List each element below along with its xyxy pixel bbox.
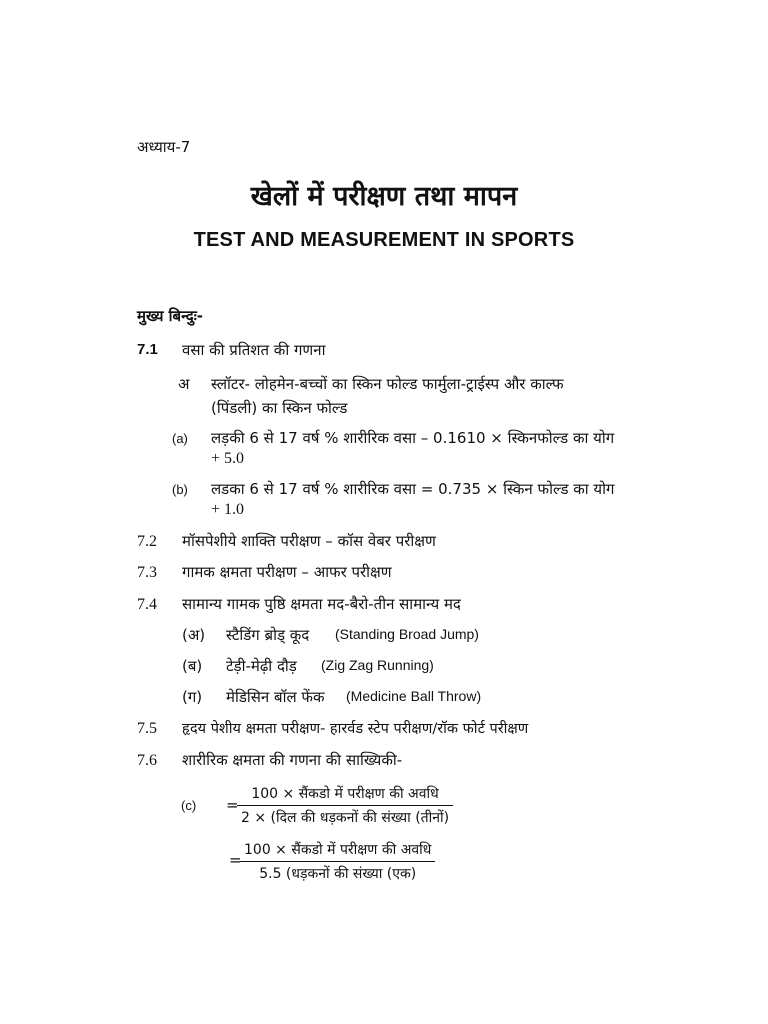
section-7-3-text: गामक क्षमता परीक्षण – आफर परीक्षण: [182, 563, 392, 581]
section-7-1-item-a-label: (a): [172, 431, 188, 446]
formula-2-equals: =: [229, 851, 242, 869]
section-7-5-number: 7.5: [137, 720, 157, 737]
list-item-english: (Medicine Ball Throw): [346, 688, 482, 704]
section-7-5-text: हृदय पेशीय क्षमता परीक्षण- हारर्वड स्टेप परीक्षण/रॉक फोर्ट परीक्षण: [182, 721, 529, 737]
formula-1-denominator: 2 × (दिल की धड़कनों की संख्या (तीनों): [241, 810, 450, 826]
section-7-1-item-a-line2: + 5.0: [211, 450, 245, 467]
section-7-2-text: मॉसपेशीये शाक्ति परीक्षण – कॉस वेबर परीक्षण: [182, 532, 436, 550]
section-7-1-item-b-label: (b): [172, 482, 188, 497]
formula-c-label: (c): [181, 798, 197, 813]
list-item-english: (Standing Broad Jump): [335, 626, 479, 642]
section-7-1-item-a-line1: लड़की 6 से 17 वर्ष % शारीरिक वसा – 0.1610 × स्किनफोल्ड का योग: [211, 429, 615, 447]
list-item-english: (Zig Zag Running): [321, 657, 434, 673]
section-7-4-number: 7.4: [137, 596, 157, 613]
section-7-1-sub-a-label: अ: [178, 375, 190, 393]
section-7-1-item-b-line2: + 1.0: [211, 501, 245, 518]
section-7-1-sub-a-line1: स्लॉटर- लोहमेन-बच्चों का स्किन फोल्ड फार्मुला-ट्राईस्प और काल्फ: [211, 375, 564, 393]
section-7-1-item-b-line1: लडका 6 से 17 वर्ष % शारीरिक वसा = 0.735 × स्किन फोल्ड का योग: [211, 480, 615, 498]
page-title-english: TEST AND MEASUREMENT IN SPORTS: [193, 229, 575, 251]
chapter-label: अध्याय-7: [137, 138, 191, 156]
list-item-label: (अ): [182, 626, 206, 644]
list-item-label: (ब): [182, 657, 203, 675]
formula-1-fraction: [237, 784, 453, 827]
formula-1-numerator: 100 × सैंकडो में परीक्षण की अवधि: [237, 784, 453, 806]
formula-2-denominator: 5.5 (धड़कनों की संख्या (एक): [259, 866, 417, 882]
section-7-6-text: शारीरिक क्षमता की गणना की साख्यिकी-: [182, 751, 403, 769]
list-item-text: मेडिसिन बॉल फेंक: [226, 688, 325, 706]
section-7-1-text: वसा की प्रतिशत की गणना: [182, 341, 326, 359]
section-7-2-number: 7.2: [137, 533, 157, 550]
formula-1-equals: =: [226, 796, 239, 814]
page-title-hindi: खेलों में परीक्षण तथा मापन: [250, 181, 518, 212]
formula-2-numerator: 100 × सैंकडो में परीक्षण की अवधि: [240, 840, 435, 862]
list-item-label: (ग): [182, 688, 203, 706]
list-item-text: स्टैडिंग ब्रोड् कूद: [226, 626, 310, 644]
formula-2-fraction: [240, 840, 435, 883]
main-points-heading: मुख्य बिन्दुः-: [137, 307, 203, 325]
section-7-6-number: 7.6: [137, 752, 157, 769]
section-7-3-number: 7.3: [137, 564, 157, 581]
list-item-text: टेड़ी-मेढ़ी दौड़: [226, 657, 297, 675]
section-7-1-number: 7.1: [137, 341, 158, 358]
section-7-4-text: सामान्य गामक पुष्ठि क्षमता मद-बैरो-तीन सामान्य मद: [182, 595, 461, 613]
section-7-1-sub-a-line2: (पिंडली) का स्किन फोल्ड: [211, 399, 348, 417]
